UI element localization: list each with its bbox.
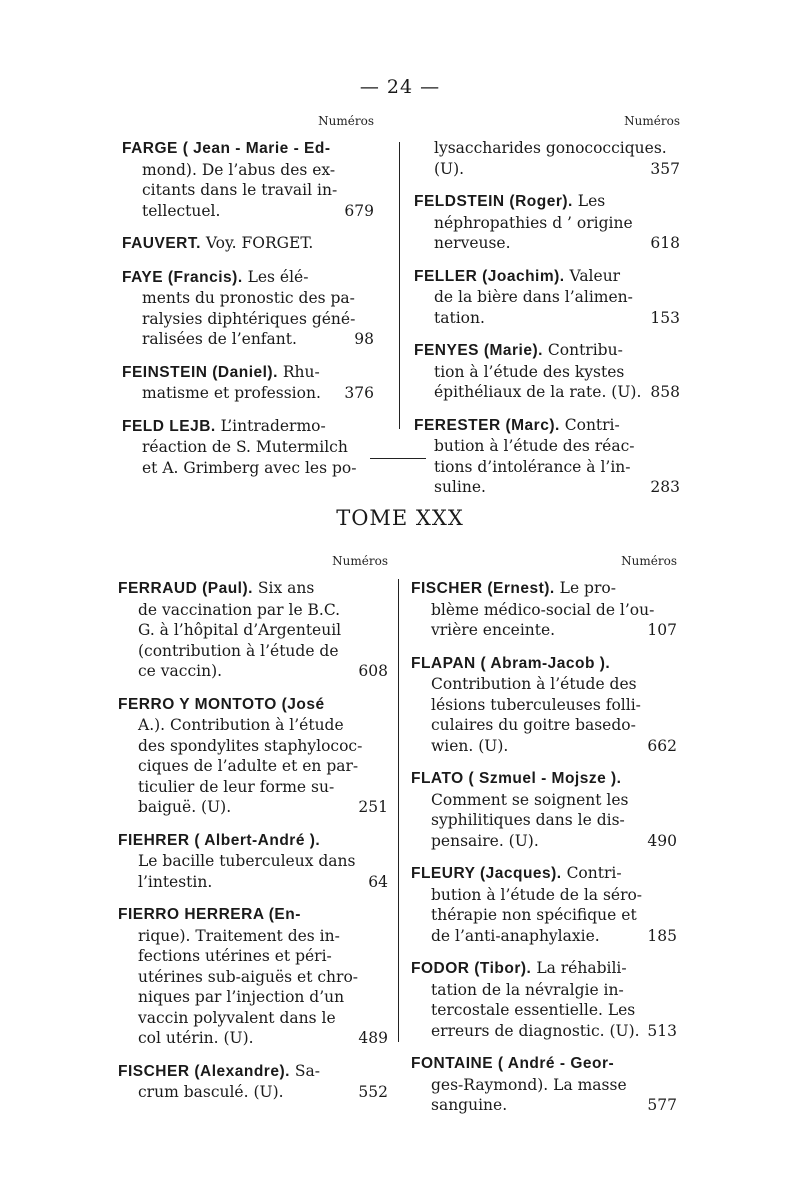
entry-title-line bbox=[411, 926, 677, 947]
entry-title-text: tellectuel. bbox=[142, 201, 221, 220]
entry-first-line bbox=[411, 768, 677, 790]
author-name: FONTAINE ( André - Geor- bbox=[411, 1055, 615, 1072]
index-entry bbox=[411, 1053, 677, 1116]
author-name: FENYES (Marie). bbox=[414, 342, 543, 359]
index-entry bbox=[414, 340, 680, 403]
author-name: FERESTER (Marc). bbox=[414, 416, 560, 434]
column-header-numeros: Numéros bbox=[318, 114, 374, 128]
entry-first-line bbox=[411, 863, 677, 885]
entry-title-text: utérines sub-aiguës et chro- bbox=[138, 967, 359, 986]
entry-title-text: niques par l’injection d’un bbox=[138, 988, 345, 1006]
entry-title-text: Contri- bbox=[564, 415, 620, 434]
thesis-number: 608 bbox=[358, 662, 388, 680]
entry-title-text: de vaccination par le B.C. bbox=[138, 600, 341, 619]
entry-title-text: Rhu- bbox=[282, 362, 320, 381]
entry-title-line bbox=[414, 362, 680, 383]
index-entry bbox=[414, 415, 680, 498]
entry-title-line bbox=[414, 159, 680, 180]
entry-title-text: Voy. FORGET. bbox=[205, 234, 314, 252]
entry-title-text: Contribution à l’étude des bbox=[431, 675, 637, 693]
entry-first-line bbox=[118, 904, 388, 926]
entry-title-text: rique). Traitement des in- bbox=[138, 926, 340, 945]
entry-title-line bbox=[118, 926, 388, 947]
entry-title-text: pensaire. (U). bbox=[431, 831, 539, 850]
entry-title-text: citants dans le travail in- bbox=[142, 181, 338, 199]
index-entry bbox=[414, 266, 680, 329]
entry-title-text: vaccin polyvalent dans le bbox=[138, 1008, 336, 1027]
thesis-number: 357 bbox=[650, 159, 680, 178]
thesis-number: 64 bbox=[368, 872, 388, 891]
index-entry bbox=[411, 863, 677, 946]
entry-title-text: lésions tuberculeuses folli- bbox=[431, 695, 641, 714]
author-name: FIERRO HERRERA (En- bbox=[118, 906, 301, 923]
thesis-number: 107 bbox=[647, 621, 677, 639]
entry-title-text: et A. Grimberg avec les po- bbox=[142, 458, 357, 477]
entry-title-line bbox=[414, 436, 680, 457]
entry-title-text: épithéliaux de la rate. (U). bbox=[434, 383, 642, 401]
author-name: FELDSTEIN (Roger). bbox=[414, 193, 573, 210]
entry-title-line bbox=[118, 797, 388, 818]
entry-first-line bbox=[118, 830, 388, 852]
entry-title-line bbox=[118, 715, 388, 736]
entry-title-text: (contribution à l’étude de bbox=[138, 641, 339, 660]
thesis-number: 185 bbox=[647, 926, 677, 945]
entry-first-line bbox=[414, 191, 680, 213]
entry-title-line bbox=[118, 756, 388, 777]
entry-title-line bbox=[411, 1021, 677, 1042]
entry-title-line bbox=[118, 987, 388, 1008]
entry-title-line bbox=[411, 1095, 677, 1116]
index-entry bbox=[118, 1061, 388, 1103]
index-column-top-right bbox=[414, 113, 680, 510]
entry-title-line bbox=[414, 138, 680, 159]
entry-first-line bbox=[414, 415, 680, 437]
entry-title-text: tions d’intolérance à l’in- bbox=[434, 457, 631, 476]
entry-title-line bbox=[122, 458, 374, 479]
column-divider-bottom bbox=[398, 579, 399, 1042]
entry-title-text: Les bbox=[577, 192, 606, 210]
index-column-bottom-right bbox=[411, 553, 677, 1128]
entry-title-text: L’intradermo- bbox=[220, 416, 326, 435]
entry-title-text: vrière enceinte. bbox=[431, 621, 556, 639]
entry-first-line bbox=[122, 267, 374, 289]
entry-title-text: blème médico-social de l’ou- bbox=[431, 600, 655, 619]
index-entry bbox=[118, 578, 388, 682]
entry-title-text: ciques de l’adulte et en par- bbox=[138, 757, 359, 775]
entry-title-line bbox=[118, 946, 388, 967]
author-name: FISCHER (Alexandre). bbox=[118, 1062, 290, 1080]
author-name: FAYE (Francis). bbox=[122, 268, 243, 286]
thesis-number: 490 bbox=[647, 831, 677, 850]
author-name: FLAPAN ( Abram-Jacob ). bbox=[411, 654, 611, 672]
entry-title-text: La réhabili- bbox=[536, 959, 627, 977]
index-entry bbox=[122, 416, 374, 479]
entry-title-text: ges-Raymond). La masse bbox=[431, 1075, 627, 1094]
entry-title-text: ments du pronostic des pa- bbox=[142, 289, 355, 307]
entry-first-line bbox=[122, 362, 374, 384]
entry-first-line bbox=[122, 233, 374, 255]
index-entry bbox=[122, 138, 374, 221]
entry-title-line bbox=[118, 661, 388, 682]
entry-title-text: mond). De l’abus des ex- bbox=[142, 160, 336, 179]
entry-title-text: lysaccharides gonococciques. bbox=[434, 139, 667, 157]
section-separator bbox=[370, 458, 426, 459]
thesis-number: 513 bbox=[647, 1021, 677, 1040]
tome-title: TOME XXX bbox=[336, 506, 464, 530]
author-name: FELD LEJB. bbox=[122, 417, 216, 435]
index-entry bbox=[414, 138, 680, 179]
thesis-number: 679 bbox=[344, 201, 374, 220]
author-name: FARGE ( Jean - Marie - Ed- bbox=[122, 140, 331, 157]
entry-title-line bbox=[411, 600, 677, 621]
entry-title-line bbox=[118, 851, 388, 872]
entry-title-line bbox=[118, 1028, 388, 1049]
entry-title-line bbox=[118, 872, 388, 893]
entry-title-text: crum basculé. (U). bbox=[138, 1083, 284, 1101]
entry-title-line bbox=[414, 382, 680, 403]
entry-title-text: néphropathies d ’ origine bbox=[434, 213, 633, 232]
entry-title-text: ce vaccin). bbox=[138, 662, 223, 680]
thesis-number: 489 bbox=[358, 1029, 388, 1047]
index-entry bbox=[411, 958, 677, 1041]
entry-title-text: thérapie non spécifique et bbox=[431, 906, 637, 924]
thesis-number: 552 bbox=[358, 1083, 388, 1101]
entry-title-line bbox=[118, 600, 388, 621]
entry-title-line bbox=[411, 1075, 677, 1096]
entry-title-line bbox=[411, 1000, 677, 1021]
entry-title-text: tation. bbox=[434, 308, 485, 327]
author-name: FERRO Y MONTOTO (José bbox=[118, 695, 325, 713]
index-entry bbox=[122, 362, 374, 404]
thesis-number: 618 bbox=[650, 234, 680, 252]
entry-title-text: G. à l’hôpital d’Argenteuil bbox=[138, 621, 342, 639]
entry-title-line bbox=[118, 620, 388, 641]
entry-title-line bbox=[411, 885, 677, 906]
entry-title-line bbox=[411, 715, 677, 736]
thesis-number: 98 bbox=[354, 330, 374, 348]
column-divider-top bbox=[399, 142, 400, 429]
entry-first-line bbox=[122, 416, 374, 438]
index-entry bbox=[414, 191, 680, 254]
entry-title-line bbox=[118, 1008, 388, 1029]
entry-title-text: des spondylites staphylococ- bbox=[138, 736, 363, 755]
entry-first-line bbox=[118, 1061, 388, 1083]
author-name: FEINSTEIN (Daniel). bbox=[122, 363, 278, 381]
author-name: FODOR (Tibor). bbox=[411, 960, 532, 977]
thesis-number: 283 bbox=[650, 478, 680, 496]
entry-title-text: suline. bbox=[434, 478, 486, 496]
entry-first-line bbox=[118, 694, 388, 716]
page-number: — 24 — bbox=[359, 76, 441, 98]
index-entry bbox=[122, 233, 374, 255]
entry-first-line bbox=[118, 578, 388, 600]
thesis-number: 251 bbox=[358, 798, 388, 816]
entry-title-line bbox=[122, 201, 374, 222]
index-entry bbox=[118, 904, 388, 1049]
entry-first-line bbox=[411, 1053, 677, 1075]
entry-title-line bbox=[414, 457, 680, 478]
entry-title-text: ticulier de leur forme su- bbox=[138, 777, 335, 796]
entry-title-text: Valeur bbox=[569, 266, 621, 285]
index-entry bbox=[122, 267, 374, 350]
entry-title-line bbox=[414, 213, 680, 234]
author-name: FISCHER (Ernest). bbox=[411, 580, 555, 597]
thesis-number: 858 bbox=[650, 383, 680, 401]
entry-title-text: syphilitiques dans le dis- bbox=[431, 811, 625, 829]
index-entry bbox=[411, 578, 677, 641]
entry-title-text: wien. (U). bbox=[431, 736, 509, 755]
entry-title-text: l’intestin. bbox=[138, 872, 213, 891]
entry-title-text: ralisées de l’enfant. bbox=[142, 330, 297, 348]
entry-title-line bbox=[122, 160, 374, 181]
entry-first-line bbox=[414, 266, 680, 288]
entry-title-text: Sa- bbox=[294, 1061, 320, 1080]
entry-first-line bbox=[122, 138, 374, 160]
entry-title-text: erreurs de diagnostic. (U). bbox=[431, 1021, 640, 1040]
entry-title-line bbox=[118, 967, 388, 988]
thesis-number: 376 bbox=[344, 384, 374, 402]
entry-title-line bbox=[414, 477, 680, 498]
entry-title-line bbox=[411, 810, 677, 831]
index-entry bbox=[411, 768, 677, 851]
column-header-numeros: Numéros bbox=[624, 114, 680, 128]
entry-title-text: tercostale essentielle. Les bbox=[431, 1001, 636, 1019]
author-name: FERRAUD (Paul). bbox=[118, 580, 253, 597]
column-header-numeros: Numéros bbox=[332, 554, 388, 568]
entry-title-text: A.). Contribution à l’étude bbox=[138, 716, 344, 734]
entry-first-line bbox=[411, 958, 677, 980]
entry-title-text: de l’anti-anaphylaxie. bbox=[431, 926, 600, 945]
author-name: FAUVERT. bbox=[122, 235, 201, 252]
entry-title-line bbox=[122, 180, 374, 201]
entry-title-text: Contri- bbox=[566, 864, 622, 882]
entry-title-line bbox=[411, 620, 677, 641]
author-name: FIEHRER ( Albert-André ). bbox=[118, 831, 321, 849]
entry-title-text: Comment se soignent les bbox=[431, 790, 629, 809]
entry-title-line bbox=[411, 980, 677, 1001]
entry-title-text: ralysies diphtériques géné- bbox=[142, 309, 356, 328]
index-entry bbox=[118, 830, 388, 893]
entry-title-text: sanguine. bbox=[431, 1096, 508, 1114]
index-entry bbox=[118, 694, 388, 818]
entry-title-text: culaires du goitre basedo- bbox=[431, 716, 636, 734]
entry-title-line bbox=[414, 287, 680, 308]
entry-title-line bbox=[411, 736, 677, 757]
entry-title-text: bution à l’étude de la séro- bbox=[431, 885, 643, 904]
entry-title-line bbox=[122, 309, 374, 330]
entry-title-text: Le pro- bbox=[559, 579, 616, 597]
entry-title-line bbox=[411, 905, 677, 926]
entry-title-text: nerveuse. bbox=[434, 234, 511, 252]
entry-title-text: baiguë. (U). bbox=[138, 798, 232, 816]
thesis-number: 662 bbox=[647, 736, 677, 755]
entry-title-text: tion à l’étude des kystes bbox=[434, 362, 625, 381]
author-name: FLATO ( Szmuel - Mojsze ). bbox=[411, 770, 622, 787]
index-entry bbox=[411, 653, 677, 757]
entry-title-text: de la bière dans l’alimen- bbox=[434, 288, 633, 306]
entry-first-line bbox=[414, 340, 680, 362]
entry-title-line bbox=[118, 1082, 388, 1103]
entry-first-line bbox=[411, 653, 677, 675]
thesis-number: 577 bbox=[647, 1096, 677, 1114]
entry-title-text: fections utérines et péri- bbox=[138, 947, 332, 965]
entry-title-line bbox=[118, 736, 388, 757]
entry-title-text: tation de la névralgie in- bbox=[431, 980, 624, 999]
author-name: FLEURY (Jacques). bbox=[411, 865, 562, 882]
index-column-bottom-left bbox=[118, 553, 388, 1115]
entry-first-line bbox=[411, 578, 677, 600]
entry-title-line bbox=[411, 695, 677, 716]
entry-title-line bbox=[411, 790, 677, 811]
entry-title-text: Contribu- bbox=[547, 341, 623, 359]
column-header-numeros: Numéros bbox=[621, 554, 677, 568]
entry-title-line bbox=[411, 674, 677, 695]
entry-title-text: Six ans bbox=[257, 579, 315, 597]
index-column-top-left bbox=[122, 113, 374, 490]
entry-title-text: Le bacille tuberculeux dans bbox=[138, 852, 356, 870]
entry-title-line bbox=[411, 831, 677, 852]
entry-title-line bbox=[118, 777, 388, 798]
entry-title-text: (U). bbox=[434, 159, 465, 178]
entry-title-line bbox=[414, 233, 680, 254]
entry-title-text: col utérin. (U). bbox=[138, 1029, 254, 1047]
entry-title-text: matisme et profession. bbox=[142, 384, 321, 402]
entry-title-line bbox=[414, 308, 680, 329]
entry-title-line bbox=[122, 329, 374, 350]
entry-title-text: réaction de S. Mutermilch bbox=[142, 438, 348, 456]
thesis-number: 153 bbox=[650, 308, 680, 327]
entry-title-line bbox=[122, 288, 374, 309]
entry-title-line bbox=[122, 383, 374, 404]
entry-title-text: Les élé- bbox=[247, 267, 309, 286]
entry-title-text: bution à l’étude des réac- bbox=[434, 437, 635, 455]
entry-title-line bbox=[118, 641, 388, 662]
entry-title-line bbox=[122, 437, 374, 458]
author-name: FELLER (Joachim). bbox=[414, 267, 565, 285]
